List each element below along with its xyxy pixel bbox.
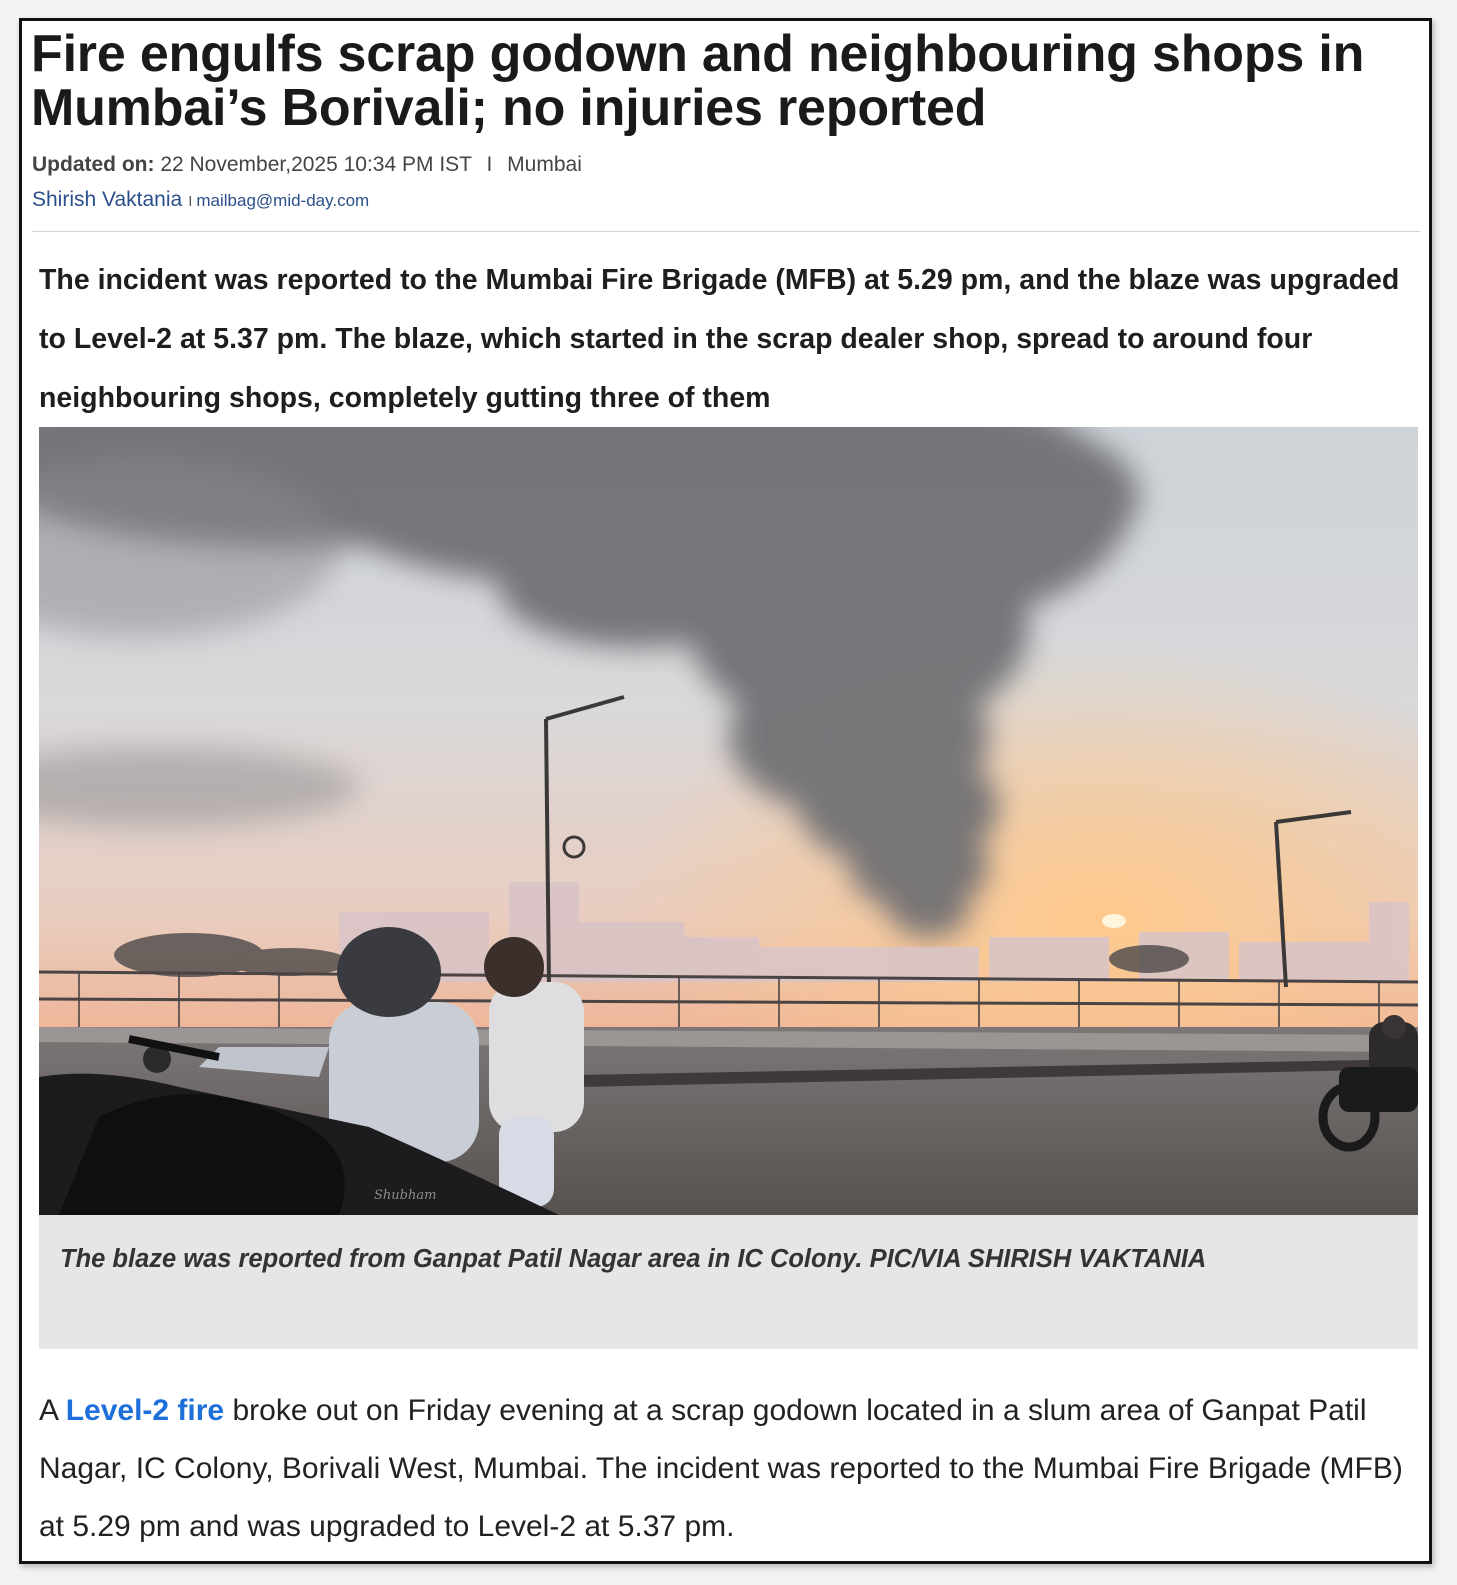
author-email[interactable]: mailbag@mid-day.com [196,191,370,210]
author-link[interactable]: Shirish Vaktania [32,188,183,211]
updated-date: 22 November,2025 10:34 PM IST [160,153,472,176]
byline-separator: I [188,193,193,210]
location: Mumbai [507,153,582,176]
article-photo [39,427,1418,1215]
photo-watermark: Shubham [374,1188,437,1203]
meta-line [32,153,582,177]
article-body [39,1382,1409,1556]
updated-label: Updated on: [32,153,155,176]
divider [32,231,1420,232]
headline: Fire engulfs scrap godown and neighbouring shops in Mumbai’s Borivali; no injuries reported [31,25,1365,137]
byline [32,188,369,212]
article-summary: The incident was reported to the Mumbai Fire Brigade (MFB) at 5.29 pm, and the blaze was upgraded to Level-2 at 5.37 pm. The blaze, which started in the scrap dealer shop, spread to around four neighbouring shops, completely gutting three of them [39,264,1400,414]
body-rest: broke out on Friday evening at a scrap godown located in a slum area of Ganpat Patil Nagar, IC Colony, Borivali West, Mumbai. The incident was reported to the Mumbai Fire Brigade (MFB) at 5.29 pm and was upgraded to Level-2 at 5.37 pm. [39,1394,1403,1543]
article-card [19,18,1432,1564]
photo-caption-box [39,1215,1418,1349]
level-2-fire-link[interactable]: Level-2 fire [65,1394,225,1427]
meta-separator: I [486,153,493,176]
body-lead: A [39,1394,58,1427]
photo-caption: The blaze was reported from Ganpat Patil Nagar area in IC Colony. PIC/VIA SHIRISH VAKTANIA [60,1245,1207,1273]
